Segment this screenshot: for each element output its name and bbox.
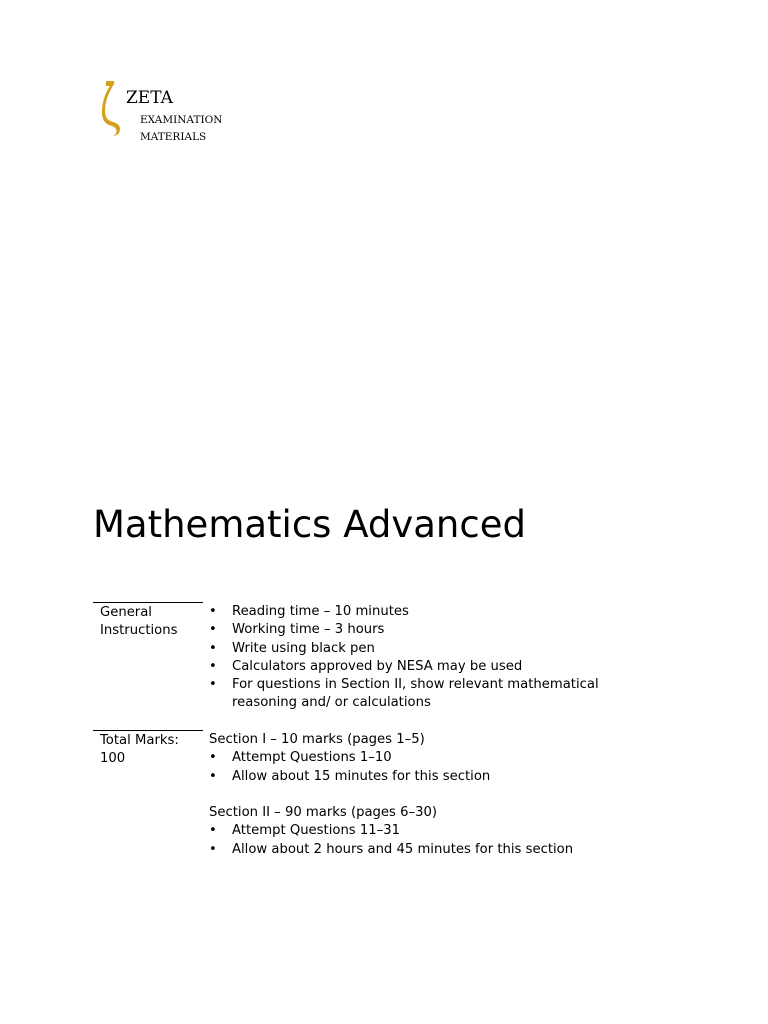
logo-name: ZETA	[126, 88, 173, 108]
bullet-icon: •	[209, 640, 217, 656]
list-item	[209, 841, 629, 859]
general-instructions-content	[209, 603, 629, 713]
total-marks-content	[209, 731, 629, 859]
list-item-text: Reading time – 10 minutes	[232, 604, 409, 619]
bullet-icon: •	[209, 658, 217, 674]
list-item	[209, 640, 629, 658]
list-item-text: Allow about 2 hours and 45 minutes for this section	[232, 841, 574, 857]
list-item-text-continued: reasoning and/ or calculations	[232, 695, 431, 711]
bullet-icon: •	[209, 677, 217, 693]
page-title: Mathematics Advanced	[93, 503, 526, 546]
bullet-icon: •	[209, 823, 217, 839]
section-1-list	[209, 749, 629, 786]
list-item-text: For questions in Section II, show relevant mathematical	[232, 677, 599, 693]
instructions-list	[209, 603, 629, 713]
logo-subtitle-line-2: MATERIALS	[140, 131, 207, 143]
list-item	[209, 749, 629, 767]
section-1-heading: Section I – 10 marks (pages 1–5)	[209, 732, 425, 747]
label-line: Instructions	[100, 623, 178, 639]
list-item	[209, 768, 629, 786]
general-instructions-label	[93, 602, 203, 641]
label-line: Total Marks:	[100, 733, 179, 748]
bullet-icon: •	[209, 622, 217, 638]
total-marks-label	[93, 730, 203, 769]
list-item	[209, 676, 629, 713]
bullet-icon: •	[209, 841, 217, 857]
section-2-list	[209, 822, 629, 859]
bullet-icon: •	[209, 768, 217, 784]
list-item	[209, 603, 629, 621]
list-item	[209, 822, 629, 840]
list-item	[209, 658, 629, 676]
list-item-text: Calculators approved by NESA may be used	[232, 658, 523, 674]
list-item-text: Allow about 15 minutes for this section	[232, 768, 491, 784]
list-item-text: Attempt Questions 1–10	[232, 750, 392, 766]
label-line: General	[100, 605, 152, 620]
list-item	[209, 621, 629, 639]
zeta-icon	[102, 78, 126, 138]
section-2-heading: Section II – 90 marks (pages 6–30)	[209, 805, 438, 821]
bullet-icon: •	[209, 604, 217, 619]
total-marks-value: 100	[100, 751, 126, 767]
bullet-icon: •	[209, 750, 217, 766]
list-item-text: Attempt Questions 11–31	[232, 823, 401, 839]
list-item-text: Write using black pen	[232, 640, 375, 656]
logo-subtitle-line-1: EXAMINATION	[140, 114, 223, 126]
zeta-logo	[102, 78, 242, 148]
list-item-text: Working time – 3 hours	[232, 622, 385, 638]
spacer	[209, 786, 629, 804]
